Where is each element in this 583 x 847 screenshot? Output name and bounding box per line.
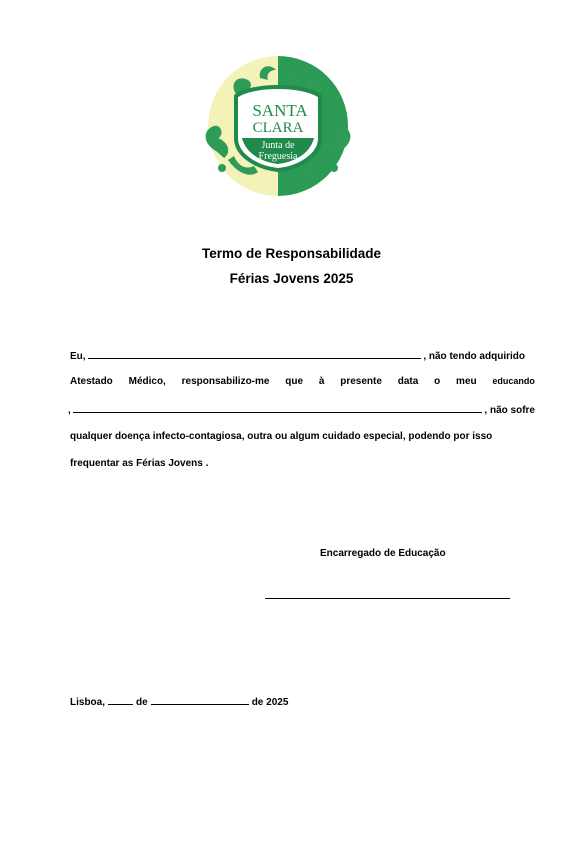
text-lisboa: Lisboa,: [70, 697, 106, 708]
word: meu: [456, 376, 477, 387]
form-line-name: [70, 349, 525, 362]
word: que: [285, 376, 304, 387]
form-line-atestado: [70, 376, 535, 387]
logo-text-freguesia: Freguesia: [258, 151, 298, 162]
word: o: [434, 376, 441, 387]
place-date-line: [70, 695, 288, 708]
logo-text-clara: CLARA: [252, 120, 304, 136]
month-blank-field[interactable]: [151, 695, 249, 705]
word: à: [318, 376, 325, 387]
word: Atestado: [70, 376, 113, 387]
logo-text-junta: Junta de: [261, 140, 295, 151]
text-de-2025: de 2025: [251, 697, 289, 708]
text-de: de: [136, 697, 148, 708]
educando-blank-field[interactable]: [73, 403, 483, 413]
text-comma: ,: [68, 405, 71, 416]
word: responsabilizo-me: [181, 376, 270, 387]
signature-blank-field[interactable]: [265, 598, 510, 599]
form-line-educando: [68, 403, 535, 416]
signature-label: Encarregado de Educação: [320, 548, 446, 559]
text-nao-sofre: , não sofre: [484, 405, 535, 416]
word-educando: educando: [492, 376, 535, 386]
name-blank-field[interactable]: [88, 349, 422, 359]
word: Médico,: [128, 376, 166, 387]
form-line-frequentar: frequentar as Férias Jovens .: [70, 458, 209, 469]
document-title: Termo de Responsabilidade: [201, 246, 382, 261]
word: data: [397, 376, 419, 387]
text-nao-tendo: , não tendo adquirido: [423, 351, 525, 362]
text-eu: Eu,: [70, 351, 86, 362]
form-line-doenca: qualquer doença infecto-contagiosa, outra ou algum cuidado especial, podendo por isso: [70, 431, 493, 442]
document-subtitle: Férias Jovens 2025: [229, 271, 354, 286]
word: presente: [340, 376, 382, 387]
day-blank-field[interactable]: [108, 695, 133, 705]
junta-de-freguesia-logo: [198, 56, 358, 196]
logo-text-santa: SANTA: [252, 101, 308, 120]
